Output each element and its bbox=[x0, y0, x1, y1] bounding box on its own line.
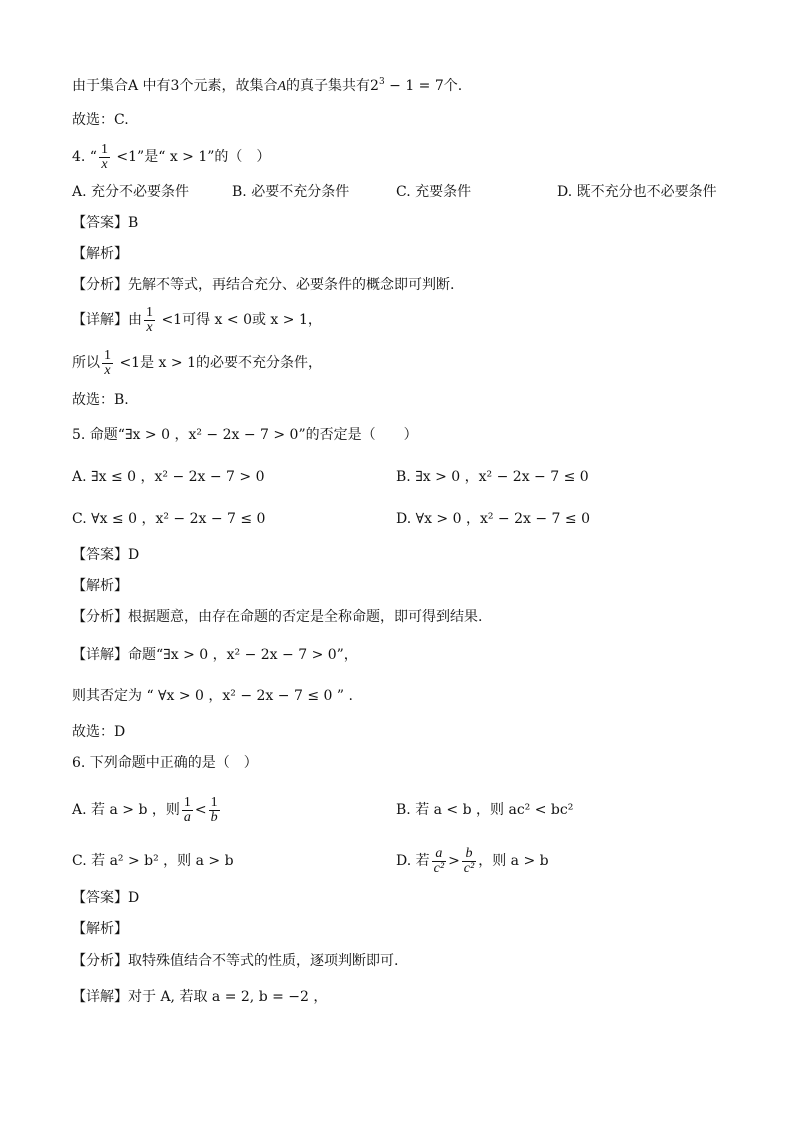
q4-jiexi: 【解析】 bbox=[72, 246, 128, 262]
q5-detail: 【详解】命题“∃x > 0 ，x² − 2x − 7 > 0”， bbox=[72, 647, 358, 663]
q5-option-a: A. ∃x ≤ 0 ，x² − 2x − 7 > 0 bbox=[72, 469, 265, 485]
q6-analysis: 【分析】取特殊值结合不等式的性质，逐项判断即可. bbox=[72, 953, 399, 969]
q5-option-b: B. ∃x > 0 ，x² − 2x − 7 ≤ 0 bbox=[396, 469, 589, 485]
q6-option-d: D. 若 $\frac{a}{\text{c²}}$ > $\frac{b}{\text{c²}}$ ，则 a > b bbox=[396, 845, 549, 876]
q5-analysis: 【分析】根据题意，由存在命题的否定是全称命题，即可得到结果. bbox=[72, 609, 483, 625]
q4-so: 所以 $\frac{1}{x}$ <1是 x > 1的必要不充分条件， bbox=[72, 347, 322, 378]
q4-option-c: C. 充要条件 bbox=[396, 184, 472, 200]
q5-option-c: C. ∀x ≤ 0 ，x² − 2x − 7 ≤ 0 bbox=[72, 511, 266, 527]
q4-option-d: D. 既不充分也不必要条件 bbox=[557, 184, 717, 200]
q5-choose: 故选：D bbox=[72, 724, 126, 740]
q6-detail: 【详解】对于 A, 若取 a = 2, b = −2 ， bbox=[72, 989, 328, 1005]
q6-option-a: A. 若 a > b ，则 $\frac{1}{a}$ < $\frac{1}{b}$ bbox=[72, 794, 218, 825]
q4-detail-fraction: $\frac{1}{x}$ bbox=[146, 304, 153, 335]
q6-d-frac1: $\frac{a}{\text{c²}}$ bbox=[433, 845, 445, 876]
q5-answer: 【答案】D bbox=[72, 547, 140, 563]
q6-jiexi: 【解析】 bbox=[72, 921, 128, 937]
q6-a-frac2: $\frac{1}{b}$ bbox=[210, 794, 218, 825]
choose-c: 故选：C. bbox=[72, 112, 129, 128]
set-subset-line: 由于集合A 中有3个元素，故集合A的真子集共有$2^3 - 1 = 7$个. bbox=[72, 77, 463, 94]
q5-stem: 5. 命题“∃x > 0 ，x² − 2x − 7 > 0”的否定是（ ） bbox=[72, 427, 418, 443]
q6-a-frac1: $\frac{1}{a}$ bbox=[183, 794, 191, 825]
q6-option-b: B. 若 a < b ，则 ac² < bc² bbox=[396, 802, 574, 818]
q6-d-frac2: $\frac{b}{\text{c²}}$ bbox=[463, 845, 475, 876]
q4-choose: 故选：B. bbox=[72, 392, 129, 408]
q6-option-c: C. 若 a² > b² ，则 a > b bbox=[72, 853, 234, 869]
q5-jiexi: 【解析】 bbox=[72, 578, 128, 594]
q4-fraction: $\frac{1}{x}$ bbox=[100, 141, 108, 172]
q6-stem: 6. 下列命题中正确的是（ ） bbox=[72, 755, 258, 771]
q5-negation: 则其否定为 “ ∀x > 0 ，x² − 2x − 7 ≤ 0 ” . bbox=[72, 688, 353, 704]
q4-option-b: B. 必要不充分条件 bbox=[232, 184, 350, 200]
q4-stem: 4. “ $\frac{1}{x}$ <1”是“ x > 1”的（ ） bbox=[72, 141, 271, 172]
q5-option-d: D. ∀x > 0 ，x² − 2x − 7 ≤ 0 bbox=[396, 511, 590, 527]
q4-answer: 【答案】B bbox=[72, 215, 139, 231]
q4-analysis: 【分析】先解不等式，再结合充分、必要条件的概念即可判断. bbox=[72, 277, 455, 293]
q4-detail: 【详解】由 $\frac{1}{x}$ <1可得 x < 0或 x > 1， bbox=[72, 304, 322, 335]
q4-option-a: A. 充分不必要条件 bbox=[72, 184, 190, 200]
q4-so-fraction: $\frac{1}{x}$ bbox=[104, 347, 111, 378]
q6-answer: 【答案】D bbox=[72, 890, 140, 906]
